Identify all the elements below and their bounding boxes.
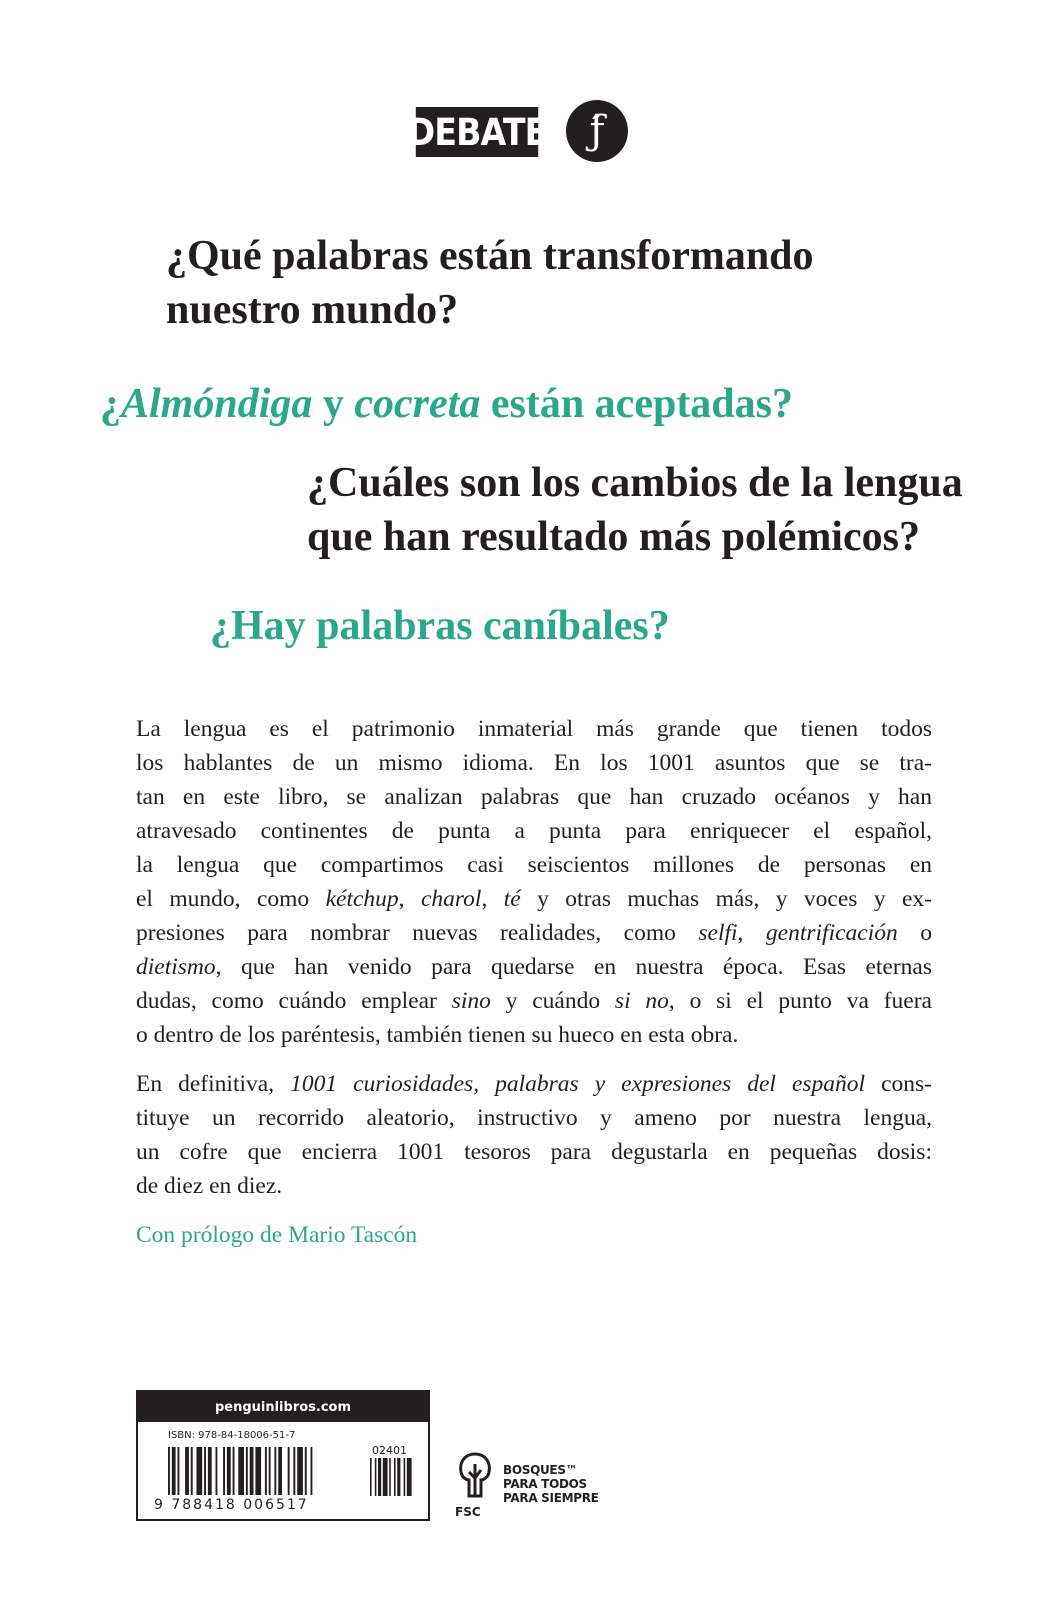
word-te: té (503, 886, 521, 912)
text-run: cons- (865, 1071, 932, 1097)
question-1 (166, 229, 814, 337)
word-cocreta: cocreta (354, 381, 481, 427)
text-run: En definitiva, (136, 1071, 291, 1097)
publisher-emblem-icon: ƒ́ (566, 100, 628, 162)
addon-barcode-icon (370, 1458, 422, 1496)
paragraph-2 (136, 1067, 932, 1203)
text-run: y cuándo (490, 988, 615, 1014)
barcode-block (136, 1390, 430, 1521)
text-run: o (897, 920, 933, 946)
word-gentrificacion: gentrificación (765, 920, 898, 946)
paragraph-1-line: La lengua es el patrimonio inmaterial más grande que tienen todos (136, 716, 932, 742)
question-2-mid: y (312, 381, 355, 427)
book-title: 1001 curiosidades, palabras y expresiones del español (290, 1071, 866, 1097)
text-run: dudas, como cuándo emplear (136, 988, 452, 1014)
word-ketchup: kétchup (325, 886, 399, 912)
prologue-credit: Con prólogo de Mario Tascón (136, 1222, 418, 1248)
text-run: presiones para nombrar nuevas realidades, como (136, 920, 699, 946)
question-3-line-1: ¿Cuáles son los cambios de la lengua (307, 460, 963, 506)
question-2-end: están aceptadas? (480, 381, 794, 427)
fsc-slogan (503, 1463, 599, 1505)
text-run: , (481, 886, 504, 912)
paragraph-2-line: un cofre que encierra 1001 tesoros para degustarla en pequeñas dosis: (136, 1139, 932, 1165)
ean-barcode-icon (168, 1447, 364, 1495)
paragraph-1-line: tan en este libro, se analizan palabras que han cruzado océanos y han (136, 784, 932, 810)
text-run: , o si el punto va fuera (668, 988, 932, 1014)
paragraph-1-line (136, 882, 932, 916)
word-charol: charol (420, 886, 482, 912)
text-run: , (398, 886, 421, 912)
word-si-no: si no (614, 988, 669, 1014)
word-sino: sino (451, 988, 491, 1014)
blurb (136, 712, 932, 1267)
paragraph-2-line: tituye un recorrido aleatorio, instructivo y ameno por nuestra lengua, (136, 1105, 932, 1131)
paragraph-2-line: de diez en diez. (136, 1173, 283, 1199)
paragraph-1-line: los hablantes de un mismo idioma. En los 1001 asuntos que se tra- (136, 750, 932, 776)
publisher-logo: DEBATE (416, 107, 538, 157)
fsc-label: FSC (455, 1505, 481, 1519)
paragraph-1-line: la lengua que compartimos casi seiscientos millones de personas en (136, 852, 932, 878)
text-run: , (737, 920, 766, 946)
paragraph-2-line (136, 1067, 932, 1101)
question-3-line-2: que han resultado más polémicos? (307, 514, 920, 560)
paragraph-1-line: atravesado continentes de punta a punta para enriquecer el español, (136, 818, 932, 844)
fsc-tree-icon (455, 1450, 495, 1502)
question-1-line-1: ¿Qué palabras están transformando (166, 233, 814, 279)
word-almondiga: Almóndiga (121, 381, 313, 427)
question-2 (100, 377, 793, 431)
paragraph-1 (136, 712, 932, 1052)
question-4: ¿Hay palabras caníbales? (210, 603, 670, 649)
ean-digits: 9 788418 006517 (154, 1497, 309, 1513)
question-2-open: ¿ (100, 381, 121, 427)
text-run: y otras muchas más, y voces y ex- (520, 886, 932, 912)
text-run: el mundo, como (136, 886, 326, 912)
word-selfi: selfi (698, 920, 738, 946)
paragraph-1-line (136, 984, 932, 1018)
word-dietismo: dietismo (136, 954, 216, 980)
fsc-slogan-line: PARA TODOS (503, 1477, 587, 1491)
paragraph-1-line (136, 950, 932, 984)
question-3 (307, 456, 963, 564)
isbn-text: ISBN: 978-84-18006-51-7 (168, 1430, 296, 1441)
fsc-slogan-line: PARA SIEMPRE (503, 1491, 599, 1505)
fsc-slogan-line: BOSQUES™ (503, 1463, 578, 1477)
question-1-line-2: nuestro mundo? (166, 287, 459, 333)
text-run: , que han venido para quedarse en nuestra época. Esas eternas (215, 954, 932, 980)
website-label: penguinlibros.com (138, 1392, 428, 1422)
paragraph-1-line: o dentro de los paréntesis, también tienen su hueco en esta obra. (136, 1022, 739, 1048)
paragraph-1-line (136, 916, 932, 950)
addon-number: 02401 (372, 1444, 407, 1457)
